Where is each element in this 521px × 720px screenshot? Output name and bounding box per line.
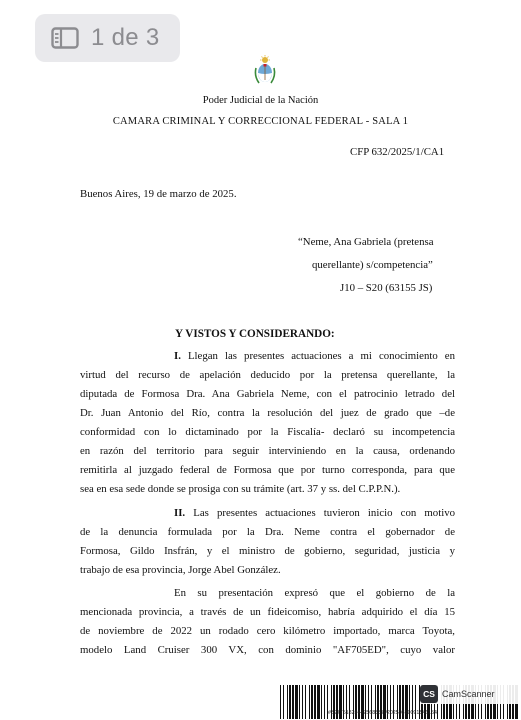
page-indicator[interactable]	[35, 14, 180, 62]
case-caption-line-1: “Neme, Ana Gabriela (pretensa	[298, 236, 434, 248]
paragraph-i-line-8: sea en esa sede donde se prosiga con su trámite (art. 37 y ss. del C.P.P.N.).	[80, 483, 401, 495]
sidebar-panel-icon	[51, 27, 79, 49]
camscanner-name: CamScanner	[442, 689, 495, 699]
paragraph-ii-line-1: II. Las presentes actuaciones tuvieron inicio con motivo	[174, 507, 455, 519]
paragraph-i-line-6: en razón del territorio para seguir interviniendo en la causa, ordenando	[80, 445, 455, 457]
paragraph-i-line-5: conformidad con lo dictaminado por la Fiscalía- declaró su incompetencia	[80, 426, 455, 438]
paragraph-i-numeral: I.	[174, 350, 181, 362]
page-indicator-label: 1 de 3	[91, 24, 160, 51]
case-caption-line-2: querellante) s/competencia”	[312, 259, 433, 271]
paragraph-i-line-2: virtud del recurso de apelación deducido por la pretensa querellante, la	[80, 369, 455, 381]
case-caption-line-3: J10 – S20 (63155 JS)	[340, 282, 433, 294]
paragraph-ii-line-3: Formosa, Gildo Insfrán, y el ministro de gobierno, seguridad, justicia y	[80, 545, 455, 557]
paragraph-iii-line-4: modelo Land Cruiser 300 VX, con dominio "AF705ED", cuyo valor	[80, 644, 455, 656]
paragraph-ii-numeral: II.	[174, 507, 186, 519]
file-number: CFP 632/2025/1/CA1	[350, 146, 445, 158]
barcode-number: #39775182#447568387#20250319091546154	[328, 710, 437, 716]
camscanner-logo-icon: CS	[420, 685, 438, 703]
section-heading: Y VISTOS Y CONSIDERANDO:	[175, 328, 335, 340]
paragraph-i-line-3: diputada de Formosa Dra. Ana Gabriela Neme, con el patrocinio letrado del	[80, 388, 455, 400]
chamber-name: CAMARA CRIMINAL Y CORRECCIONAL FEDERAL - SALA 1	[112, 116, 409, 127]
argentina-coat-of-arms-icon	[253, 54, 277, 86]
institution-name: Poder Judicial de la Nación	[202, 95, 319, 106]
paragraph-i-line-4: Dr. Juan Antonio del Río, contra la resolución del juez de grado que –de	[80, 407, 455, 419]
camscanner-badge	[420, 684, 518, 704]
paragraph-iii-line-1: En su presentación expresó que el gobierno de la	[174, 587, 455, 599]
paragraph-i-line-7: remitirla al juzgado federal de Formosa que por turno corresponda, para que	[80, 464, 455, 476]
paragraph-ii-line-4: trabajo de esa provincia, Jorge Abel González.	[80, 564, 281, 576]
paragraph-ii-line-2: de la denuncia formulada por la Dra. Neme contra el gobernador de	[80, 526, 455, 538]
place-date: Buenos Aires, 19 de marzo de 2025.	[80, 188, 237, 200]
paragraph-iii-line-2: mencionada provincia, a través de un fideicomiso, habría adquirido el día 15	[80, 606, 455, 618]
paragraph-i-line-1: I. Llegan las presentes actuaciones a mi conocimiento en	[174, 350, 455, 362]
paragraph-iii-line-3: de noviembre de 2022 un rodado cero kilómetro importado, marca Toyota,	[80, 625, 455, 637]
